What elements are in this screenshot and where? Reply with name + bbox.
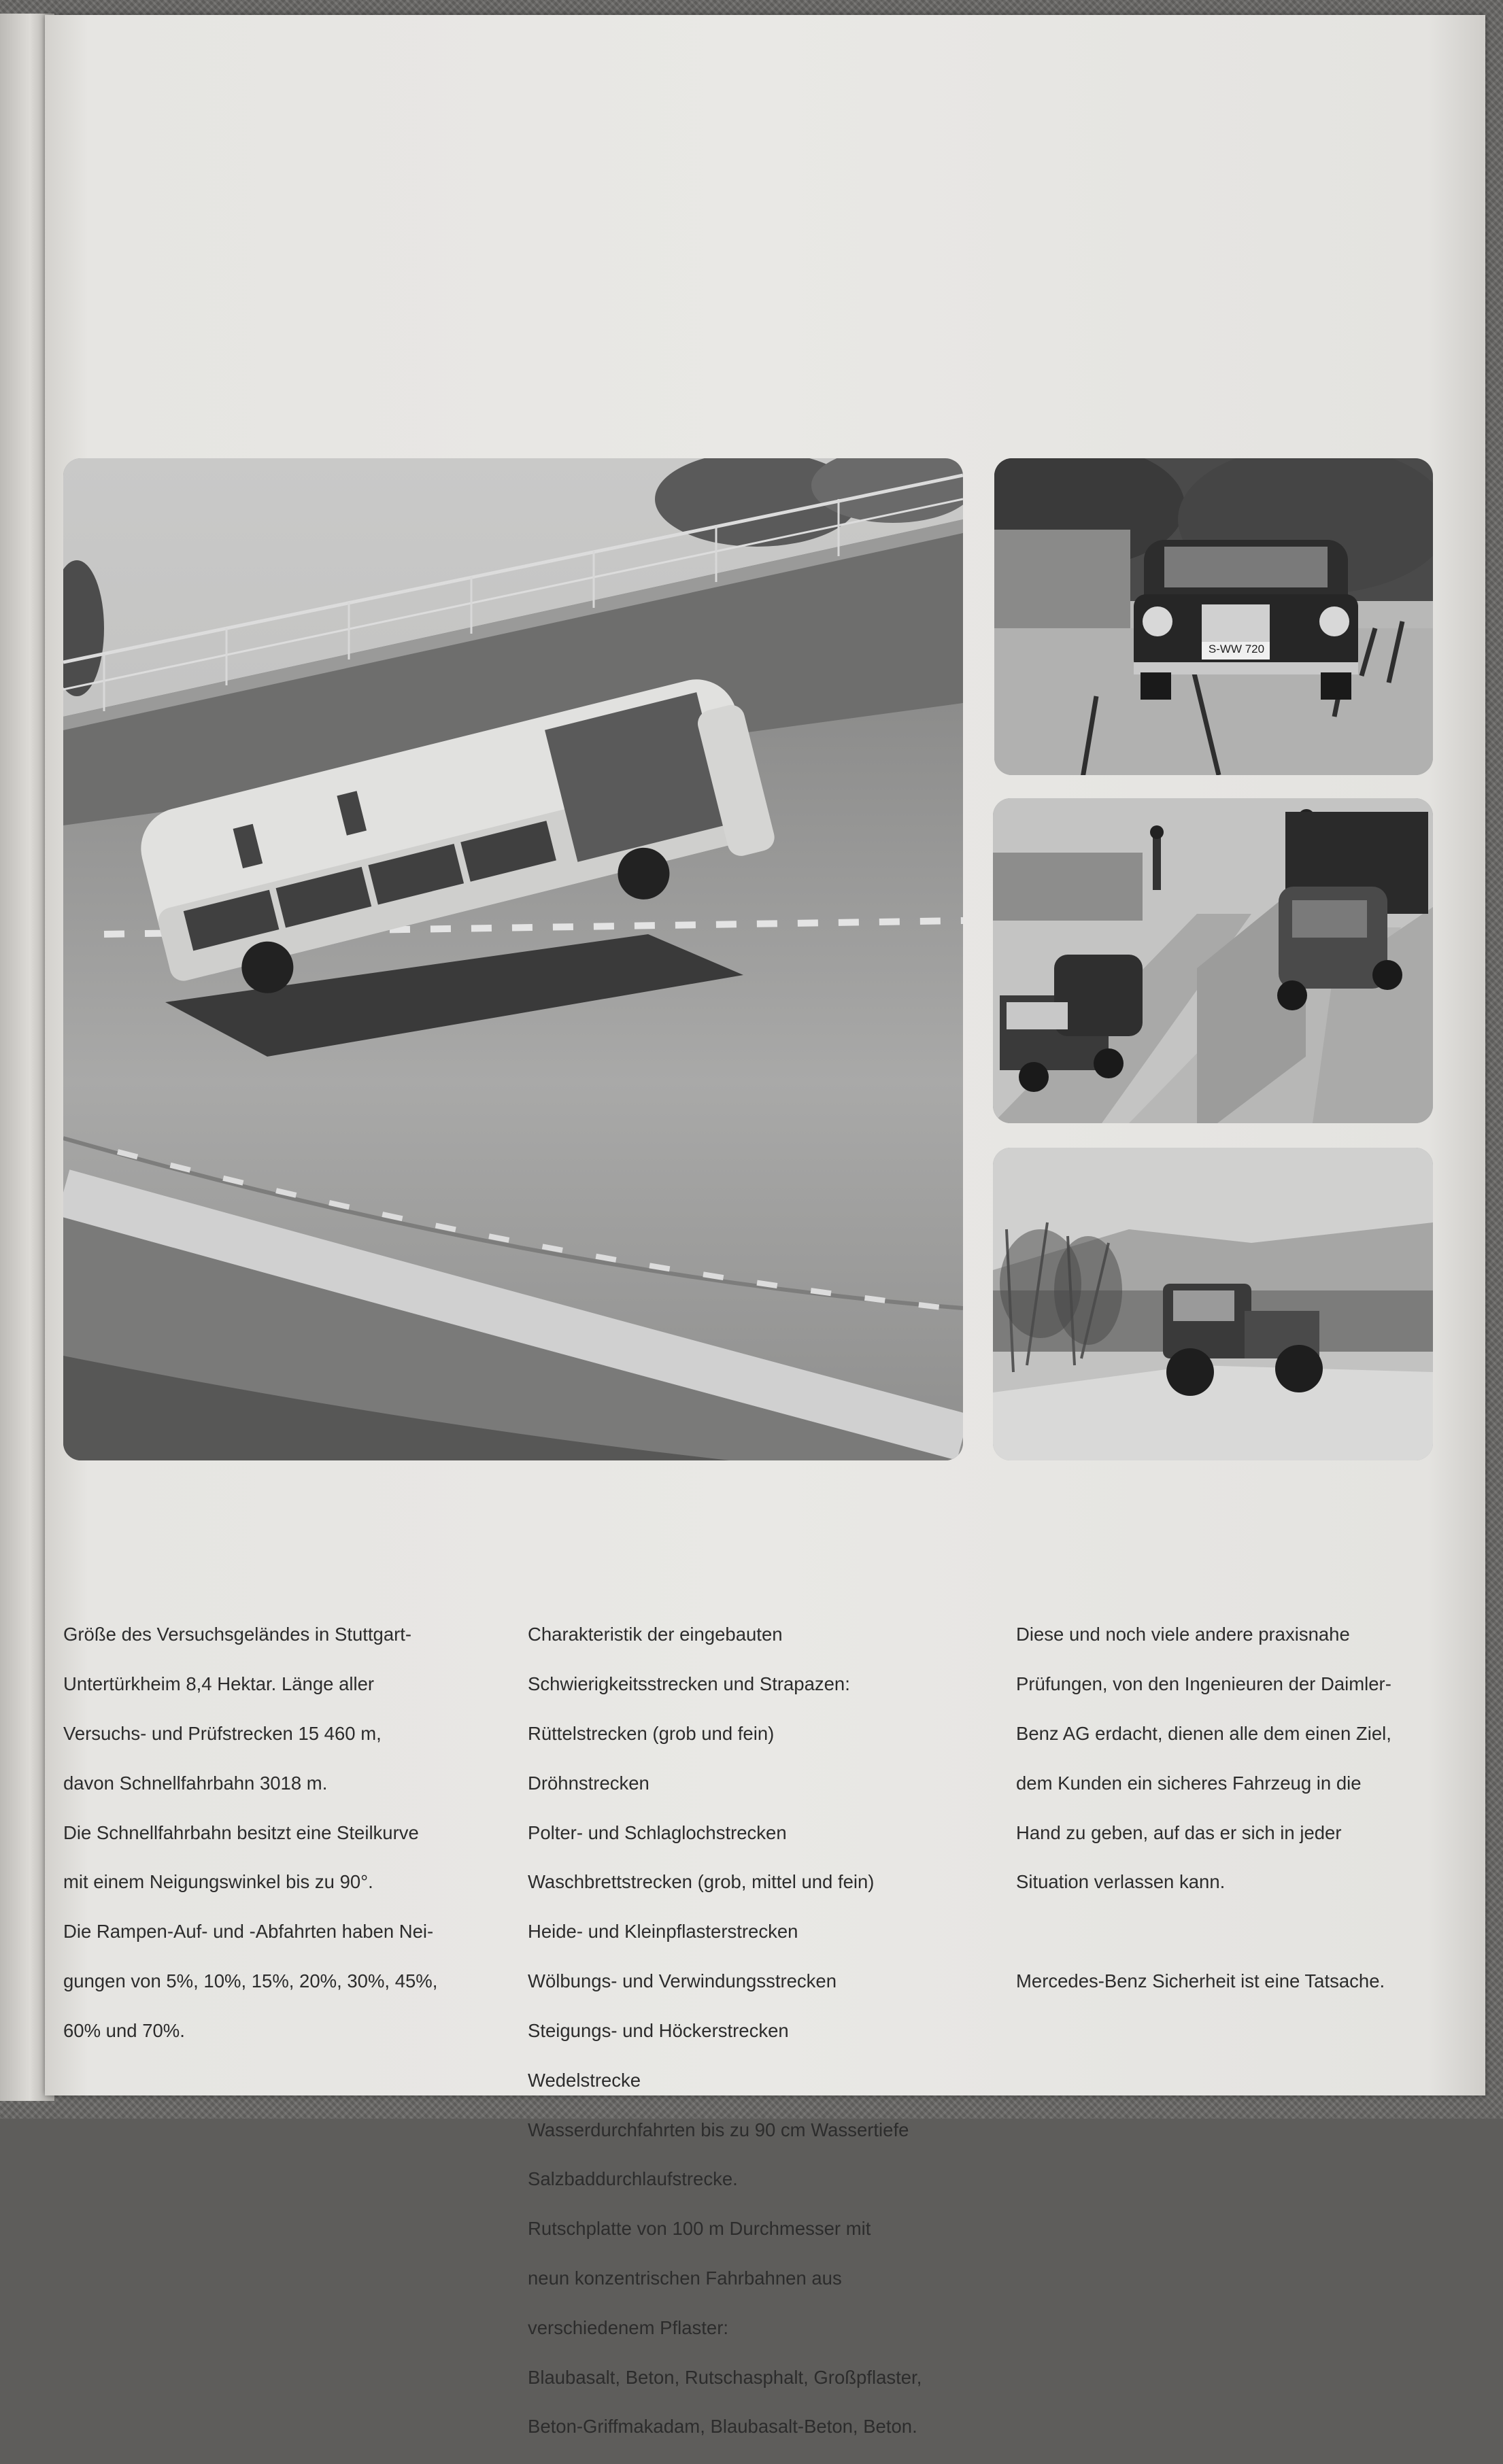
photo-trucks-on-ramps: [993, 798, 1433, 1123]
caption-middle-line: Wölbungs- und Verwindungsstrecken: [528, 1970, 837, 1992]
caption-left-line: davon Schnellfahrbahn 3018 m.: [63, 1772, 328, 1794]
caption-middle-line: Polter- und Schlaglochstrecken: [528, 1821, 787, 1843]
car-license-plate: S-WW 720: [1208, 643, 1265, 655]
photo-unimog-offroad: [993, 1148, 1433, 1460]
caption-middle-line: Blaubasalt, Beton, Rutschasphalt, Großpflaster,: [528, 2366, 922, 2388]
photo-bus-steep-curve: [63, 458, 963, 1460]
caption-middle-line: verschiedenem Pflaster:: [528, 2316, 728, 2338]
caption-middle-line: Schwierigkeitsstrecken und Strapazen:: [528, 1673, 850, 1695]
caption-middle-line: Wasserdurchfahrten bis zu 90 cm Wassertiefe: [528, 2119, 909, 2140]
caption-left-line: Versuchs- und Prüfstrecken 15 460 m,: [63, 1723, 382, 1745]
caption-middle-line: Heide- und Kleinpflasterstrecken: [528, 1921, 798, 1943]
caption-right-blank: [1016, 1919, 1465, 1944]
caption-left-line: Untertürkheim 8,4 Hektar. Länge aller: [63, 1673, 375, 1695]
caption-left-line: gungen von 5%, 10%, 15%, 20%, 30%, 45%,: [63, 1970, 438, 1992]
caption-middle-line: Salzbaddurchlaufstrecke.: [528, 2168, 738, 2190]
caption-right-line: Prüfungen, von den Ingenieuren der Daimler-: [1016, 1673, 1391, 1695]
caption-right-line: Benz AG erdacht, dienen alle dem einen Ziel,: [1016, 1723, 1391, 1745]
caption-middle-line: neun konzentrischen Fahrbahnen aus: [528, 2267, 842, 2289]
brochure-page: [45, 15, 1485, 2437]
caption-middle-line: Dröhnstrecken: [528, 1772, 649, 1794]
caption-left-line: Die Rampen-Auf- und -Abfahrten haben Nei-: [63, 1921, 434, 1943]
caption-middle-column: [528, 1598, 990, 2464]
caption-right-line: dem Kunden ein sicheres Fahrzeug in die: [1016, 1772, 1362, 1794]
caption-middle-line: Wedelstrecke: [528, 2069, 641, 2091]
caption-right-line: Diese und noch viele andere praxisnahe: [1016, 1624, 1350, 1645]
caption-middle-line: Waschbrettstrecken (grob, mittel und fein): [528, 1871, 875, 1893]
caption-left-line: 60% und 70%.: [63, 2019, 185, 2041]
caption-middle-line: Charakteristik der eingebauten: [528, 1624, 783, 1645]
caption-right-line: Hand zu geben, auf das er sich in jeder: [1016, 1821, 1342, 1843]
photo-mercedes-car: [994, 458, 1433, 775]
caption-right-line: Mercedes-Benz Sicherheit ist eine Tatsache.: [1016, 1970, 1385, 1992]
caption-right-line: Situation verlassen kann.: [1016, 1871, 1226, 1893]
caption-right-column: [1016, 1598, 1465, 2019]
caption-left-line: Die Schnellfahrbahn besitzt eine Steilkurve: [63, 1821, 419, 1843]
caption-left-column: [63, 1598, 499, 2068]
caption-middle-line: Rutschplatte von 100 m Durchmesser mit: [528, 2218, 871, 2240]
caption-left-line: mit einem Neigungswinkel bis zu 90°.: [63, 1871, 373, 1893]
caption-middle-line: Steigungs- und Höckerstrecken: [528, 2019, 789, 2041]
caption-middle-line: Beton-Griffmakadam, Blaubasalt-Beton, Beton.: [528, 2416, 917, 2437]
caption-left-line: Größe des Versuchsgeländes in Stuttgart-: [63, 1624, 412, 1645]
caption-middle-line: Rüttelstrecken (grob und fein): [528, 1723, 775, 1745]
